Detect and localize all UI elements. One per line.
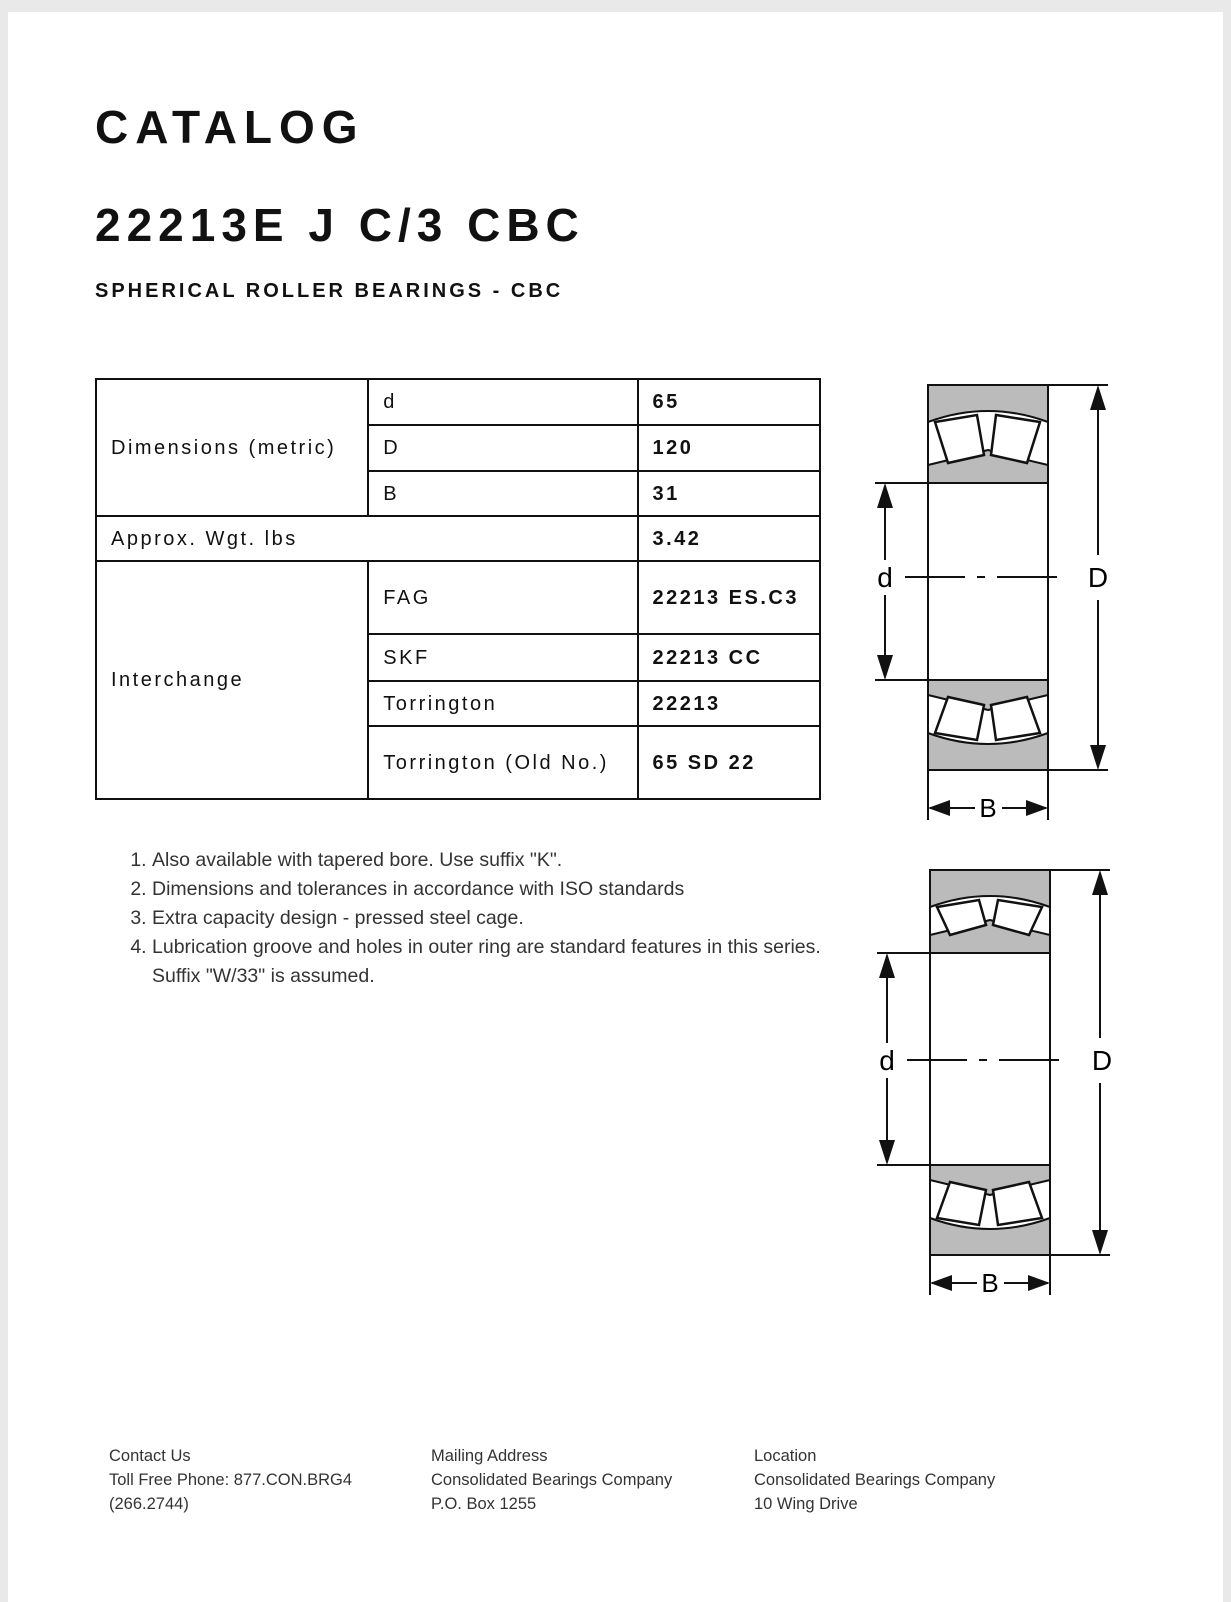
contact-title: Contact Us bbox=[109, 1447, 191, 1465]
catalog-heading: CATALOG bbox=[95, 101, 365, 153]
interchange-value: 22213 ES.C3 bbox=[638, 561, 821, 634]
location-company: Consolidated Bearings Company bbox=[754, 1471, 996, 1489]
footer-location bbox=[754, 1444, 995, 1516]
spec-table bbox=[95, 378, 821, 800]
mailing-title: Mailing Address bbox=[431, 1447, 548, 1465]
weight-value: 3.42 bbox=[638, 516, 821, 561]
interchange-label: Interchange bbox=[96, 561, 368, 799]
notes-list bbox=[130, 846, 822, 991]
bearing-drawing bbox=[877, 870, 1113, 1295]
weight-label: Approx. Wgt. lbs bbox=[96, 516, 638, 561]
B-label: B bbox=[981, 1268, 999, 1298]
dim-value: 120 bbox=[638, 425, 821, 471]
bearing-diagram-2 bbox=[862, 855, 1122, 1315]
contact-phone-number: (266.2744) bbox=[109, 1495, 189, 1513]
mailing-po-box: P.O. Box 1255 bbox=[431, 1495, 537, 1513]
B-label: B bbox=[979, 793, 997, 823]
dim-label: D bbox=[368, 425, 637, 471]
dim-value: 31 bbox=[638, 471, 821, 516]
footer-contact bbox=[109, 1444, 352, 1516]
note: 1. Also available with tapered bore. Use suffix "K". bbox=[152, 846, 822, 875]
dimensions-label: Dimensions (metric) bbox=[96, 379, 368, 516]
product-category: SPHERICAL ROLLER BEARINGS - CBC bbox=[95, 280, 564, 302]
note: 4. Lubrication groove and holes in outer ring are standard features in this series. Suffix "W/33" is assumed. bbox=[152, 933, 822, 991]
interchange-brand: Torrington bbox=[368, 681, 637, 726]
dim-value: 65 bbox=[638, 379, 821, 425]
interchange-brand: FAG bbox=[368, 561, 637, 634]
D-label: D bbox=[1087, 562, 1109, 593]
mailing-company: Consolidated Bearings Company bbox=[431, 1471, 673, 1489]
dim-label: B bbox=[368, 471, 637, 516]
d-label: d bbox=[879, 1045, 895, 1076]
footer-mailing bbox=[431, 1444, 672, 1516]
bearing-drawing bbox=[875, 385, 1108, 820]
interchange-value: 65 SD 22 bbox=[638, 726, 821, 799]
interchange-value: 22213 CC bbox=[638, 634, 821, 681]
dim-label: d bbox=[368, 379, 637, 425]
d-label: d bbox=[877, 562, 893, 593]
location-street: 10 Wing Drive bbox=[754, 1495, 858, 1513]
interchange-value: 22213 bbox=[638, 681, 821, 726]
bearing-diagram bbox=[860, 370, 1120, 830]
interchange-brand: Torrington (Old No.) bbox=[368, 726, 637, 799]
interchange-brand: SKF bbox=[368, 634, 637, 681]
location-title: Location bbox=[754, 1447, 817, 1465]
contact-phone: Toll Free Phone: 877.CON.BRG4 bbox=[109, 1471, 353, 1489]
D-label: D bbox=[1091, 1045, 1113, 1076]
note: 2. Dimensions and tolerances in accordance with ISO standards bbox=[152, 875, 822, 904]
note: 3. Extra capacity design - pressed steel cage. bbox=[152, 904, 822, 933]
part-number: 22213E J C/3 CBC bbox=[95, 199, 585, 251]
